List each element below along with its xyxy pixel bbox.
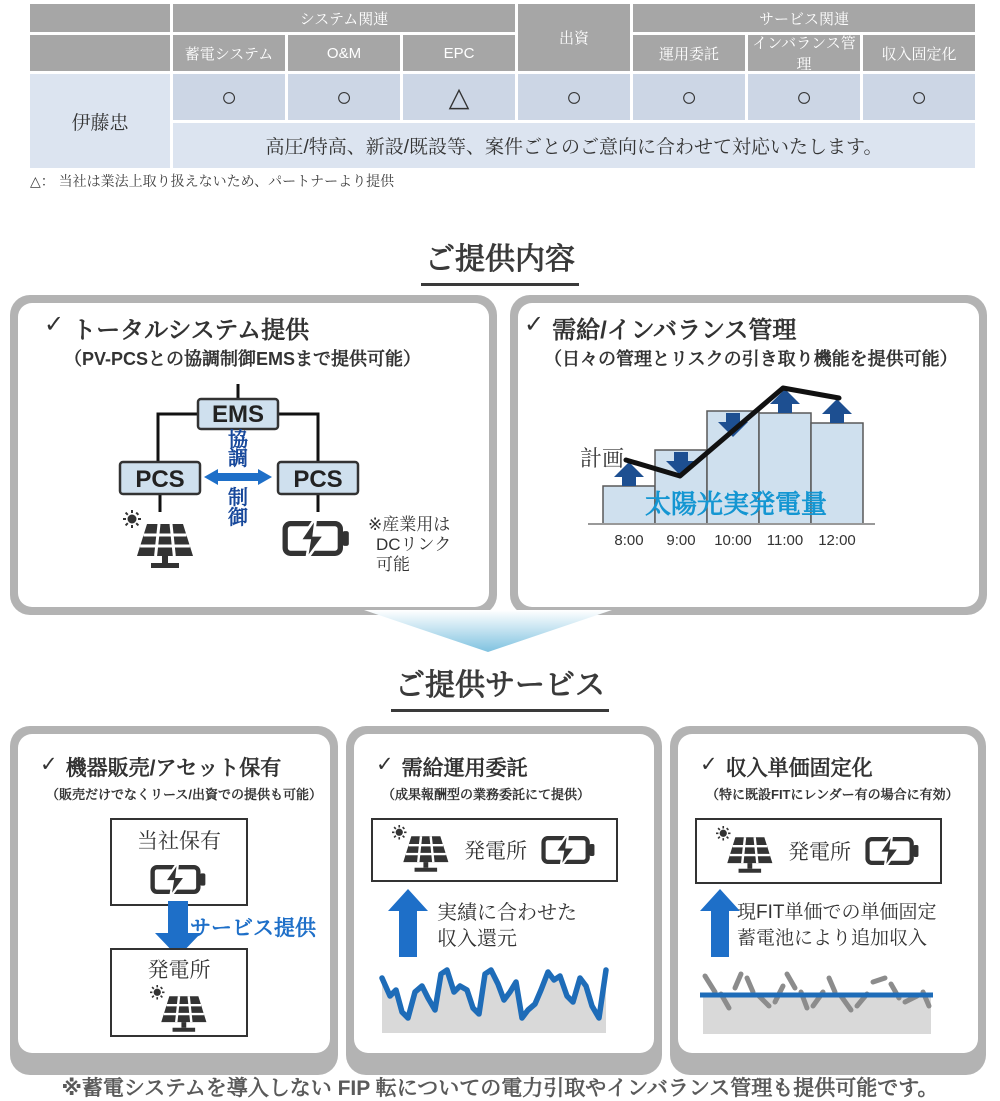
card-imbalance-heading: 需給/インバランス管理 <box>552 317 797 344</box>
section-services-title: ご提供サービス <box>0 660 1000 712</box>
table-corner-blank2 <box>30 35 170 71</box>
x-tick-11: 11:00 <box>766 532 804 549</box>
mark-operation: ○ <box>633 74 745 120</box>
x-tick-10: 10:00 <box>714 532 752 549</box>
mark-investment: ○ <box>518 74 630 120</box>
dc-note-line1: ※産業用は <box>368 515 451 534</box>
column-imbalance: インバランス管理 <box>748 35 860 71</box>
coord-char-1: 協 <box>228 429 248 451</box>
triangle-footnote: △： 当社は業法上取り扱えないため、パートナーより提供 <box>30 173 395 189</box>
x-tick-9: 9:00 <box>666 532 696 549</box>
battery-icon <box>541 832 597 868</box>
coordination-double-arrow-icon <box>204 469 272 485</box>
card-sales-subheading: （販売だけでなくリース/出資での提供も可能） <box>46 787 322 802</box>
footer-note: ※蓄電システムを導入しない FIP 転についての電力引取やインバランス管理も提供可能です。 <box>61 1077 939 1100</box>
mark-imbalance: ○ <box>748 74 860 120</box>
revenue-up-arrow-icon <box>388 889 428 957</box>
column-operation: 運用委託 <box>633 35 745 71</box>
ems-label: EMS <box>211 401 265 428</box>
column-group-investment: 出資 <box>518 4 630 71</box>
capability-table <box>30 4 975 168</box>
card-fixed-heading-row <box>700 752 873 782</box>
solar-panel-icon <box>148 985 210 1035</box>
check-icon: ✓ <box>44 311 65 338</box>
card-consign-subheading: （成果報酬型の業務委託にて提供） <box>382 787 591 802</box>
solar-panel-icon <box>716 826 774 876</box>
control-char-1: 制 <box>228 487 248 509</box>
check-icon: ✓ <box>40 753 58 776</box>
pcs-left-label: PCS <box>135 466 185 493</box>
power-plant-box <box>110 948 248 1037</box>
check-icon: ✓ <box>700 753 718 776</box>
solar-output-chart <box>540 380 970 555</box>
dc-note-line3: 可能 <box>376 555 410 574</box>
consign-plant-box <box>371 818 618 882</box>
card-imbalance-subheading: （日々の管理とリスクの引き取り機能を提供可能） <box>544 349 958 369</box>
battery-icon <box>150 861 208 898</box>
support-note: 高圧/特高、新設/既設等、案件ごとのご意向に合わせて対応いたします。 <box>173 123 975 168</box>
consign-arrow-note: 実績に合わせた 収入還元 <box>437 902 577 950</box>
check-icon: ✓ <box>376 753 394 776</box>
column-income-fix: 収入固定化 <box>863 35 975 71</box>
column-storage-system: 蓄電システム <box>173 35 285 71</box>
mark-storage: ○ <box>173 74 285 120</box>
solar-panel-icon <box>392 825 450 875</box>
solar-output-label: 太陽光実発電量 <box>644 489 828 519</box>
card-sales-heading-row <box>40 752 281 782</box>
column-group-service: サービス関連 <box>633 4 975 32</box>
section-transition-arrow-icon <box>364 610 612 652</box>
plan-label: 計画 <box>579 446 624 471</box>
fixed-arrow-note: 現FIT単価での単価固定 蓄電池により追加収入 <box>737 902 937 949</box>
mark-oandm: ○ <box>288 74 400 120</box>
control-char-2: 御 <box>228 507 248 529</box>
column-group-system: システム関連 <box>173 4 515 32</box>
card-sales-heading: 機器販売/アセット保有 <box>65 757 282 780</box>
fixed-plant-label: 発電所 <box>788 841 851 864</box>
battery-icon <box>865 833 921 869</box>
x-tick-12: 12:00 <box>818 532 856 549</box>
column-oandm: O&M <box>288 35 400 71</box>
battery-icon <box>285 517 349 559</box>
coord-char-2: 調 <box>228 448 248 470</box>
card-fixed-heading: 収入単価固定化 <box>725 757 873 780</box>
card-imbalance-heading-row <box>524 310 796 345</box>
section-content-title: ご提供内容 <box>0 234 1000 286</box>
company-owned-label: 当社保有 <box>137 830 221 853</box>
card-consign-heading-row <box>376 752 528 782</box>
x-tick-8: 8:00 <box>614 532 644 549</box>
up-arrow-icon <box>822 399 852 423</box>
card-total-heading: トータルシステム提供 <box>72 317 310 344</box>
mark-epc: △ <box>403 74 515 120</box>
fixed-price-chart <box>695 962 940 1040</box>
row-company: 伊藤忠 <box>30 74 170 168</box>
dc-note-line2: DCリンク <box>376 535 452 554</box>
power-plant-label: 発電所 <box>147 959 211 982</box>
solar-panel-icon <box>123 510 193 568</box>
card-fixed-subheading: （特に既設FITにレンダー有の場合に有効） <box>706 787 959 802</box>
service-provision-label: サービス提供 <box>190 917 316 940</box>
table-corner-blank <box>30 4 170 32</box>
pcs-right-label: PCS <box>293 466 343 493</box>
company-owned-box <box>110 818 248 906</box>
check-icon: ✓ <box>524 311 545 338</box>
card-consign-heading: 需給運用委託 <box>401 757 528 780</box>
income-up-arrow-icon <box>700 889 740 957</box>
fixed-plant-box <box>695 818 942 884</box>
column-epc: EPC <box>403 35 515 71</box>
ems-pcs-diagram <box>60 380 480 595</box>
volatile-revenue-chart <box>378 962 614 1040</box>
card-total-subheading: （PV-PCSとの協調制御EMSまで提供可能） <box>64 349 422 369</box>
mark-income-fix: ○ <box>863 74 975 120</box>
consign-plant-label: 発電所 <box>464 840 527 863</box>
card-total-heading-row <box>44 310 309 345</box>
